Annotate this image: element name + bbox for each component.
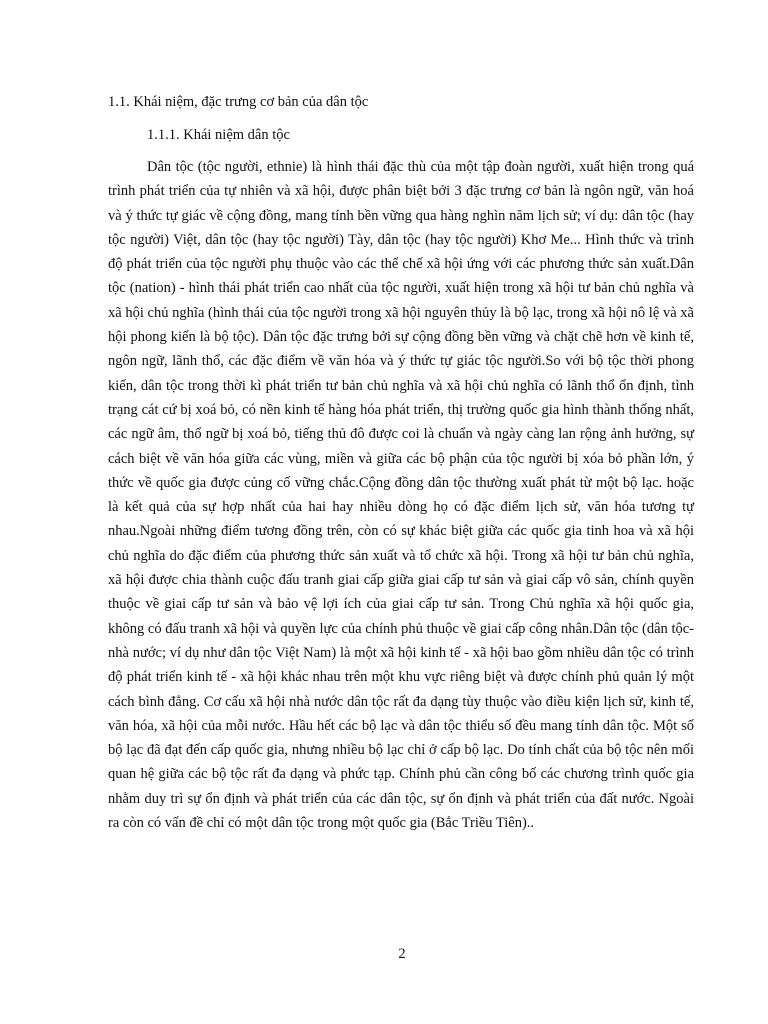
- body-paragraph: Dân tộc (tộc người, ethnie) là hình thái đặc thù của một tập đoàn người, xuất hiện trong quá trình phát triển của tự nhiên và xã hội, được phân biệt bởi 3 đặc trưng cơ bản là ngôn ngữ, văn hoá và ý thức tự giác về cộng đồng, mang tính bền vững qua hàng nghìn năm lịch sử; ví dụ: dân tộc (hay tộc người) Việt, dân tộc (hay tộc người) Tày, dân tộc (hay tộc người) Khơ Me... Hình thức và trình độ phát triển của tộc người phụ thuộc vào các thể chế xã hội ứng với các phương thức sản xuất.Dân tộc (nation) - hình thái phát triển cao nhất của tộc người, xuất hiện trong xã hội tư bản chủ nghĩa và xã hội chủ nghĩa (hình thái của tộc người trong xã hội nguyên thủy là bộ lạc, trong xã hội nô lệ và xã hội phong kiến là bộ tộc). Dân tộc đặc trưng bởi sự cộng đồng bền vững và chặt chẽ hơn về kinh tế, ngôn ngữ, lãnh thổ, các đặc điểm về văn hóa và ý thức tự giác tộc người.So với bộ tộc thời phong kiến, dân tộc trong thời kì phát triển tư bản chủ nghĩa và xã hội chủ nghĩa có lãnh thổ ổn định, tình trạng cát cứ bị xoá bỏ, có nền kinh tế hàng hóa phát triển, thị trường quốc gia hình thành thống nhất, các ngữ âm, thổ ngữ bị xoá bỏ, tiếng thủ đô được coi là chuẩn và ngày càng lan rộng ảnh hưởng, sự cách biệt về văn hóa giữa các vùng, miền và giữa các bộ phận của tộc người bị xóa bỏ phần lớn, ý thức về quốc gia được củng cố vững chắc.Cộng đồng dân tộc thường xuất phát từ một bộ lạc. hoặc là kết quả của sự hợp nhất của hai hay nhiều dòng họ có đặc điểm lịch sử, văn hóa tương tự nhau.Ngoài những điểm tương đồng trên, còn có sự khác biệt giữa các quốc gia tinh hoa và xã hội chủ nghĩa do đặc điểm của phương thức sản xuất và tổ chức xã hội. Trong xã hội tư bản chủ nghĩa, xã hội được chia thành cuộc đấu tranh giai cấp giữa giai cấp tư sản và giai cấp vô sản, chính quyền thuộc về giai cấp tư sản và bảo vệ lợi ích của giai cấp tư sản. Trong Chủ nghĩa xã hội quốc gia, không có đấu tranh xã hội và quyền lực của chính phủ thuộc về giai cấp công nhân.Dân tộc (dân tộc-nhà nước; ví dụ như dân tộc Việt Nam) là một xã hội kinh tế - xã hội bao gồm nhiều dân tộc có trình độ phát triển kinh tế - xã hội khác nhau trên một khu vực riêng biệt và được chính phủ quản lý một cách bình đẳng. Cơ cấu xã hội nhà nước dân tộc rất đa dạng tùy thuộc vào điều kiện lịch sử, kinh tế, văn hóa, xã hội của mỗi nước. Hầu hết các bộ lạc và dân tộc thiểu số đều mang tính dân tộc. Một số bộ lạc đã đạt đến cấp quốc gia, nhưng nhiều bộ lạc chỉ ở cấp bộ lạc. Do tính chất của bộ tộc nên mối quan hệ giữa các bộ tộc rất đa dạng và phức tạp. Chính phủ cần công bố các chương trình quốc gia nhằm duy trì sự ổn định và phát triển của các dân tộc, sự ổn định và phát triển của đất nước. Ngoài ra còn có vấn đề chỉ có một dân tộc trong một quốc gia (Bắc Triều Tiên)..: [108, 159, 694, 832]
- page-number: 2: [398, 946, 406, 962]
- section-heading: 1.1. Khái niệm, đặc trưng cơ bản của dân tộc: [108, 94, 369, 110]
- subsection-heading: 1.1.1. Khái niệm dân tộc: [147, 127, 290, 143]
